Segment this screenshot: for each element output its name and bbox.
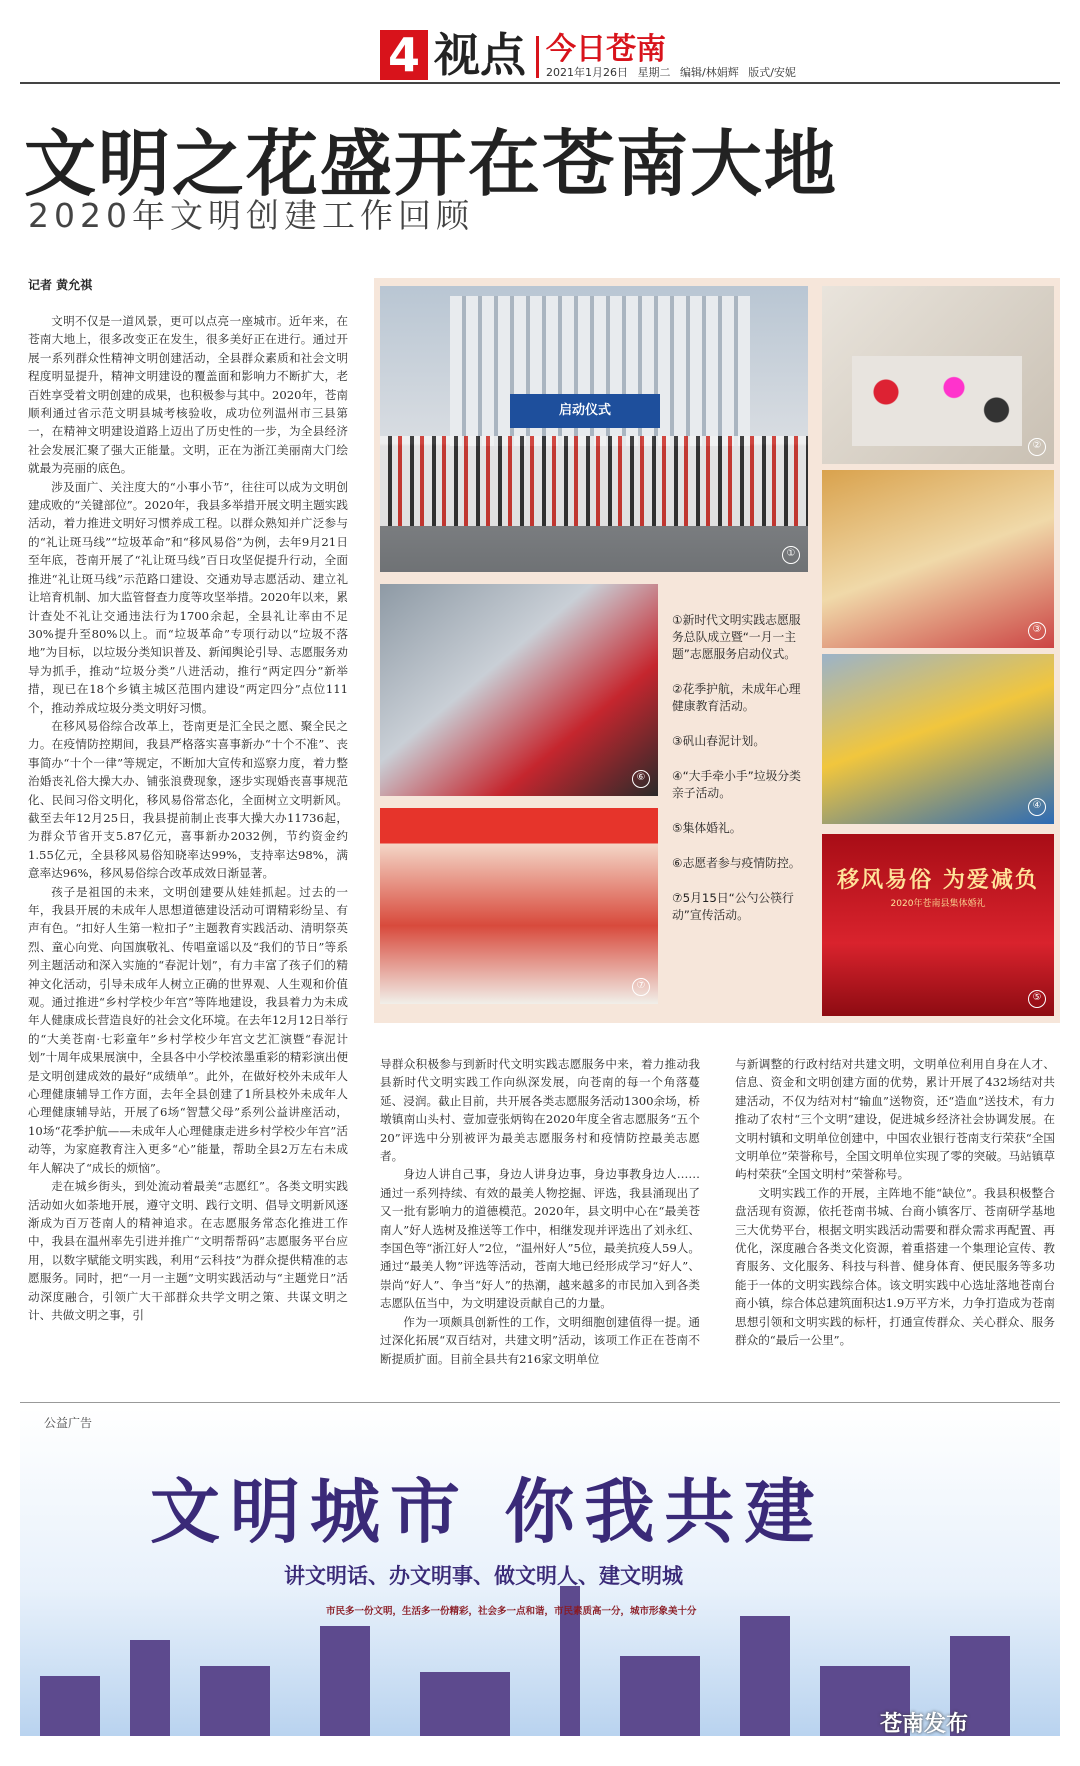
article-column-3 bbox=[735, 1055, 1055, 1395]
paragraph: 文明不仅是一道风景，更可以点亮一座城市。近年来，在苍南大地上，很多改变正在发生，很多美好正在进行。通过开展一系列群众性精神文明创建活动，全县群众素质和社会文明程度明显提升，精神文明建设的覆盖面和影响力不断扩大，老百姓享受着文明创建的成果，也积极参与其中。2020年，苍南顺利通过省示范文明县城考核验收，成功位列温州市三县第一，在精神文明建设道路上迈出了历史性的一步，为全县经济社会发展汇聚了强大正能量。文明，正在为浙江美丽南大门绘就最为亮丽的底色。 bbox=[28, 314, 348, 476]
ad-rule bbox=[20, 1402, 1060, 1403]
skyline-building bbox=[320, 1626, 370, 1736]
article-column-1 bbox=[28, 312, 348, 1392]
ad-label: 公益广告 bbox=[44, 1416, 93, 1430]
classroom-scene bbox=[852, 356, 1022, 446]
stage-banner bbox=[510, 394, 660, 428]
section-title: 视点 bbox=[434, 28, 526, 82]
photo-volunteers-epidemic bbox=[380, 584, 658, 796]
ad-title: 文明城市 你我共建 bbox=[150, 1470, 825, 1553]
watermark: 苍南发布 bbox=[880, 1712, 969, 1737]
stage-banner-text: 启动仪式 bbox=[558, 403, 611, 418]
byline: 记者 黄允祺 bbox=[28, 278, 93, 292]
editor-credit: 编辑/林娟辉 bbox=[680, 66, 739, 79]
masthead-divider bbox=[536, 36, 539, 78]
skyline-building bbox=[200, 1666, 270, 1736]
photo-badge: ① bbox=[782, 546, 800, 564]
photo-launch-ceremony bbox=[380, 286, 808, 572]
photo-fanshan-chunni bbox=[822, 470, 1054, 648]
subheadline: 2020年文明创建工作回顾 bbox=[28, 196, 474, 235]
photo-badge: ④ bbox=[1028, 798, 1046, 816]
photo-public-chopsticks bbox=[380, 808, 658, 1004]
ad-tagline: 市民多一份文明，生活多一份精彩，社会多一点和谐，市民素质高一分，城市形象美十分 bbox=[326, 1606, 697, 1617]
photo-badge: ② bbox=[1028, 438, 1046, 456]
paragraph: 作为一项颇具创新性的工作，文明细胞创建值得一提。通过深化拓展“双百结对，共建文明”活动，该项工作正在苍南不断提质扩面。目前全县共有216家文明单位 bbox=[380, 1314, 700, 1366]
issue-weekday: 星期二 bbox=[637, 66, 671, 79]
paragraph: 涉及面广、关注度大的“小事小节”，往往可以成为文明创建成败的“关键部位”。2020年，我县多举措开展文明主题实践活动，着力推进文明好习惯养成工程。以群众熟知并广泛参与的“礼让斑马线”“垃圾革命”和“移风易俗”为例，去年9月21日至年底，苍南开展了“礼让斑马线”百日攻坚促提升行动，全面推进“礼让斑马线”示范路口建设、交通劝导志愿活动、建立礼让培育机制、加大监管督查力度等攻坚举措。2020年以来，累计查处不礼让交通违法行为1700余起，全县礼让率由不足30%提升至80%以上。而“垃圾革命”专项行动以“垃圾不落地”为目标，以垃圾分类知识普及、新闻舆论引导、志愿服务劝导为抓手，推动“垃圾分类”八进活动，推行“两定四分”新举措，现已在18个乡镇主城区范围内建设“两定四分”点位111个，推动养成垃圾分类文明好习惯。 bbox=[28, 479, 348, 715]
skyline-building bbox=[740, 1616, 790, 1736]
headline: 文明之花盛开在苍南大地 bbox=[24, 122, 839, 206]
top-rule bbox=[20, 82, 1060, 84]
paragraph: 走在城乡街头，到处流动着最美“志愿红”。各类文明实践活动如火如荼地开展，遵守文明、践行文明、倡导文明新风逐渐成为百万苍南人的精神追求。在志愿服务常态化推进工作中，我县在温州率先引进并推广“文明帮帮码”志愿服务平台应用，以数字赋能文明实践，利用“云科技”为群众提供精准的志愿服务。同时，把“一月一主题”文明实践活动与“主题党日”活动深度融合，引领广大干部群众共学文明之策、共谋文明之计、共做文明之事，引 bbox=[28, 1179, 348, 1322]
paragraph: 在移风易俗综合改革上，苍南更是汇全民之愿、聚全民之力。在疫情防控期间，我县严格落实喜事新办“十个不准”、丧事简办“十个一律”等规定，不断加大宣传和巡察力度，着力整治婚丧礼俗大操大办、铺张浪费现象，逐步实现婚丧喜事规范化、民间习俗文明化，移风易俗常态化，全面树立文明新风。截至去年12月25日，我县提前制止丧事大操大办11736起，为群众节省开支5.87亿元，喜事新办2032例，节约资金约1.55亿元，全县移风易俗知晓率达99%，支持率达98%，满意率达96%，移风易俗综合改革成效日渐显著。 bbox=[28, 718, 348, 881]
skyline-building bbox=[420, 1672, 510, 1736]
photo-badge: ③ bbox=[1028, 622, 1046, 640]
photo-captions bbox=[672, 612, 812, 942]
caption: ⑤集体婚礼。 bbox=[672, 821, 742, 835]
caption: ⑥志愿者参与疫情防控。 bbox=[672, 856, 801, 870]
layout-credit: 版式/安妮 bbox=[748, 66, 796, 79]
paragraph: 与新调整的行政村结对共建文明，文明单位利用自身在人才、信息、资金和文明创建方面的优势，累计开展了432场结对共建活动，不仅为结对村“输血”送物资，还“造血”送技术，有力推动了农村“三个文明”建设，促进城乡经济社会协调发展。在文明村镇和文明单位创建中，中国农业银行苍南支行荣获“全国文明单位”荣誉称号，全国文明单位实现了零的突破。马站镇草屿村荣获“全国文明村”荣誉称号。 bbox=[735, 1057, 1055, 1182]
caption: ①新时代文明实践志愿服务总队成立暨“一月一主题”志愿服务启动仪式。 bbox=[672, 613, 801, 661]
masthead-meta bbox=[546, 66, 802, 80]
ad-slogan: 讲文明话、办文明事、做文明人、建文明城 bbox=[284, 1563, 683, 1588]
caption: ②花季护航，未成年心理健康教育活动。 bbox=[672, 682, 801, 713]
caption: ③矾山春泥计划。 bbox=[672, 734, 766, 748]
paragraph: 导群众积极参与到新时代文明实践志愿服务中来，着力推动我县新时代文明实践工作向纵深发展，向苍南的每一个角落蔓延、浸润。截止目前，共开展各类志愿服务活动1300余场，桥墩镇南山头村、壹加壹张炳钩在2020年度全省志愿服务“五个20”评选中分别被评为最美志愿服务村和疫情防控最美志愿者。 bbox=[380, 1057, 700, 1164]
wedding-banner-title: 移风易俗 为爱减负 bbox=[837, 868, 1039, 893]
photo-badge: ⑥ bbox=[632, 770, 650, 788]
photo-garbage-sorting bbox=[822, 654, 1054, 824]
crowd bbox=[380, 436, 808, 526]
paragraph: 身边人讲自己事，身边人讲身边事，身边事教身边人……通过一系列持续、有效的最美人物挖掘、评选，我县涌现出了又一批有影响力的道德模范。2020年，县文明中心在“最美苍南人”好人选树及推送等工作中，相继发现并评选出了刘永红、李国色等“浙江好人”2位，“温州好人”5位，最美抗疫人59人。通过“最美人物”评选等活动，苍南大地已经形成学习“好人”、崇尚“好人”、争当“好人”的热潮，越来越多的市民加入到各类志愿队伍当中，为文明建设贡献自己的力量。 bbox=[380, 1167, 700, 1311]
paper-name: 今日苍南 bbox=[546, 32, 666, 67]
paragraph: 孩子是祖国的未来，文明创建要从娃娃抓起。过去的一年，我县开展的未成年人思想道德建设活动可谓精彩纷呈、有声有色。“扣好人生第一粒扣子”主题教育实践活动、清明祭英烈、童心向党、向国旗敬礼、传唱童谣以及“我们的节日”等系列主题活动和深入实施的“春泥计划”，有力丰富了孩子们的精神文化活动，引导未成年人树立正确的世界观、人生观和价值观。通过推进“乡村学校少年宫”等阵地建设，我县着力为未成年人健康成长营造良好的社会文化环境。在去年12月12日举行的“大美苍南·七彩童年”乡村学校少年宫文艺汇演暨“春泥计划”十周年成果展演中，全县各中小学校浓墨重彩的精彩演出便是文明创建成效的最好“成绩单”。此外，在做好校外未成年人心理健康辅导工作方面，去年全县创建了1所县校外未成年人心理健康辅导站，开展了6场“智慧父母”系列公益讲座活动，10场“花季护航——未成年人心理健康走进乡村学校少年宫”活动等，为家庭教育注入更多“心”能量，帮助全县2万左右未成年人解决了“成长的烦恼”。 bbox=[28, 884, 348, 1175]
photo-youth-mental-health bbox=[822, 286, 1054, 464]
skyline-building bbox=[130, 1640, 170, 1736]
skyline-building bbox=[40, 1676, 100, 1736]
wedding-banner-subtitle: 2020年苍南县集体婚礼 bbox=[890, 899, 986, 909]
photo-badge: ⑦ bbox=[632, 978, 650, 996]
caption: ⑦5月15日“公勺公筷行动”宣传活动。 bbox=[672, 891, 794, 922]
caption: ④“大手牵小手”垃圾分类亲子活动。 bbox=[672, 769, 801, 800]
issue-date: 2021年1月26日 bbox=[546, 66, 628, 79]
skyline-building bbox=[620, 1656, 700, 1736]
photo-badge: ⑤ bbox=[1028, 990, 1046, 1008]
page-number: 4 bbox=[380, 30, 428, 80]
photo-group-wedding bbox=[822, 834, 1054, 1016]
article-column-2 bbox=[380, 1055, 700, 1395]
paragraph: 文明实践工作的开展，主阵地不能“缺位”。我县积极整合盘活现有资源，依托苍南书城、台商小镇客厅、苍南研学基地三大优势平台，根据文明实践活动需要和群众需求再配置、再优化，深度融合各类文化资源，着重搭建一个集理论宣传、教育服务、文化服务、科技与科普、健身体育、便民服务等多功能于一体的文明实践综合体。该文明实践中心选址落地苍南台商小镇，综合体总建筑面积达1.9万平方米，力争打造成为苍南思想引领和文明实践的标杆，打通宣传群众、关心群众、服务群众的“最后一公里”。 bbox=[735, 1185, 1055, 1348]
